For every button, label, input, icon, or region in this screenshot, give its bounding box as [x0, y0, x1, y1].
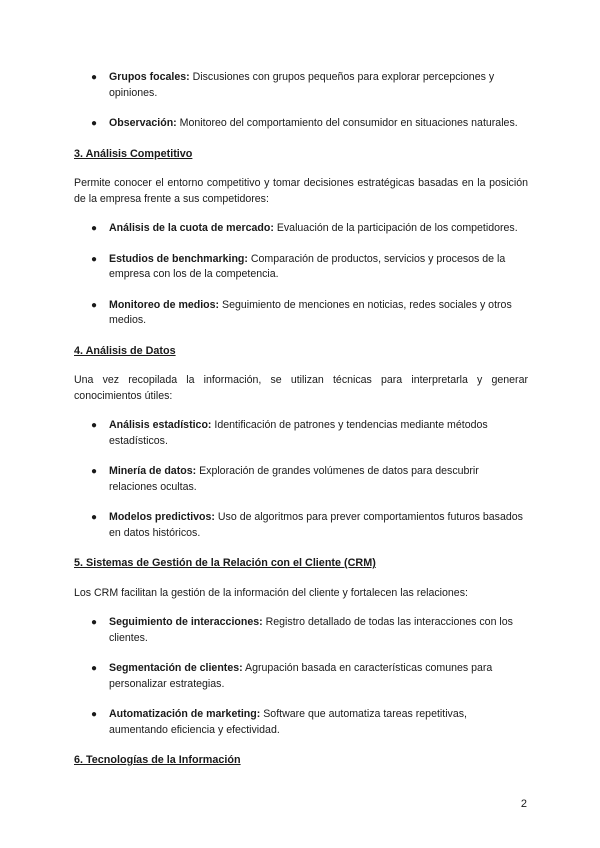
section-heading: 3. Análisis Competitivo	[74, 147, 193, 160]
bullet-description: Software que automatiza tareas repetitivas, aumentando eficiencia y efectividad.	[109, 708, 467, 736]
bullet-icon: ●	[91, 512, 98, 523]
bullet-icon: ●	[91, 709, 98, 720]
section-intro: Los CRM facilitan la gestión de la información del cliente y fortalecen las relaciones:	[74, 586, 468, 599]
list-item	[74, 70, 528, 101]
section-intro: Una vez recopilada la información, se utilizan técnicas para interpretarla y generar conocimientos útiles:	[74, 374, 528, 402]
bullet-icon: ●	[91, 466, 98, 477]
section-intro: Permite conocer el entorno competitivo y tomar decisiones estratégicas basadas en la posición de la empresa frente a sus competidores:	[74, 177, 528, 205]
bullet-description: Uso de algoritmos para prever comportamientos futuros basados en datos históricos.	[109, 511, 523, 539]
section-crm	[74, 556, 528, 738]
list-item	[74, 707, 528, 738]
bullet-icon: ●	[91, 617, 98, 628]
section-heading: 4. Análisis de Datos	[74, 344, 176, 357]
bullet-description: Agrupación basada en características comunes para personalizar estrategias.	[109, 662, 493, 690]
list-item	[74, 661, 528, 692]
bullet-description: Monitoreo del comportamiento del consumidor en situaciones naturales.	[179, 117, 518, 129]
section-heading: 6. Tecnologías de la Información	[74, 754, 241, 766]
bullet-label: Estudios de benchmarking:	[109, 252, 248, 265]
bullet-label: Segmentación de clientes:	[109, 662, 243, 674]
page-number: 2	[520, 798, 527, 810]
bullet-label: Modelos predictivos:	[109, 511, 215, 523]
bullet-label: Minería de datos:	[109, 465, 197, 477]
bullet-label: Análisis de la cuota de mercado:	[109, 222, 274, 234]
bullet-icon: ●	[91, 253, 98, 265]
list-item	[74, 298, 528, 329]
bullet-description: Discusiones con grupos pequeños para explorar percepciones y opiniones.	[109, 71, 495, 99]
bullet-icon: ●	[91, 420, 98, 431]
list-item	[74, 252, 528, 283]
bullet-description: Comparación de productos, servicios y procesos de la empresa con los de la competencia.	[109, 252, 506, 280]
continued-bullet-list	[74, 70, 528, 132]
section-analisis-de-datos	[74, 344, 528, 542]
list-item	[74, 615, 528, 646]
bullet-icon: ●	[91, 663, 98, 674]
list-item	[74, 418, 528, 449]
bullet-label: Seguimiento de interacciones:	[109, 616, 263, 628]
section-analisis-competitivo	[74, 147, 528, 329]
bullet-icon: ●	[91, 118, 98, 129]
bullet-label: Monitoreo de medios:	[109, 298, 220, 311]
section-tecnologias-informacion	[74, 753, 528, 769]
bullet-description: Registro detallado de todas las interacciones con los clientes.	[109, 616, 513, 644]
bullet-icon: ●	[91, 72, 98, 83]
bullet-label: Análisis estadístico:	[109, 419, 212, 431]
page-content	[74, 70, 528, 783]
list-item	[74, 221, 528, 237]
bullet-icon: ●	[91, 299, 98, 311]
bullet-description: Seguimiento de menciones en noticias, redes sociales y otros medios.	[109, 298, 512, 326]
list-item	[74, 510, 528, 541]
bullet-description: Identificación de patrones y tendencias mediante métodos estadísticos.	[109, 419, 488, 447]
section-heading: 5. Sistemas de Gestión de la Relación con el Cliente (CRM)	[74, 557, 376, 569]
bullet-label: Observación:	[109, 117, 177, 129]
bullet-description: Exploración de grandes volúmenes de datos para descubrir relaciones ocultas.	[109, 465, 479, 493]
bullet-icon: ●	[91, 223, 98, 234]
bullet-label: Grupos focales:	[109, 71, 190, 83]
list-item	[74, 464, 528, 495]
list-item	[74, 116, 528, 132]
bullet-label: Automatización de marketing:	[109, 708, 261, 720]
bullet-description: Evaluación de la participación de los competidores.	[276, 222, 518, 234]
